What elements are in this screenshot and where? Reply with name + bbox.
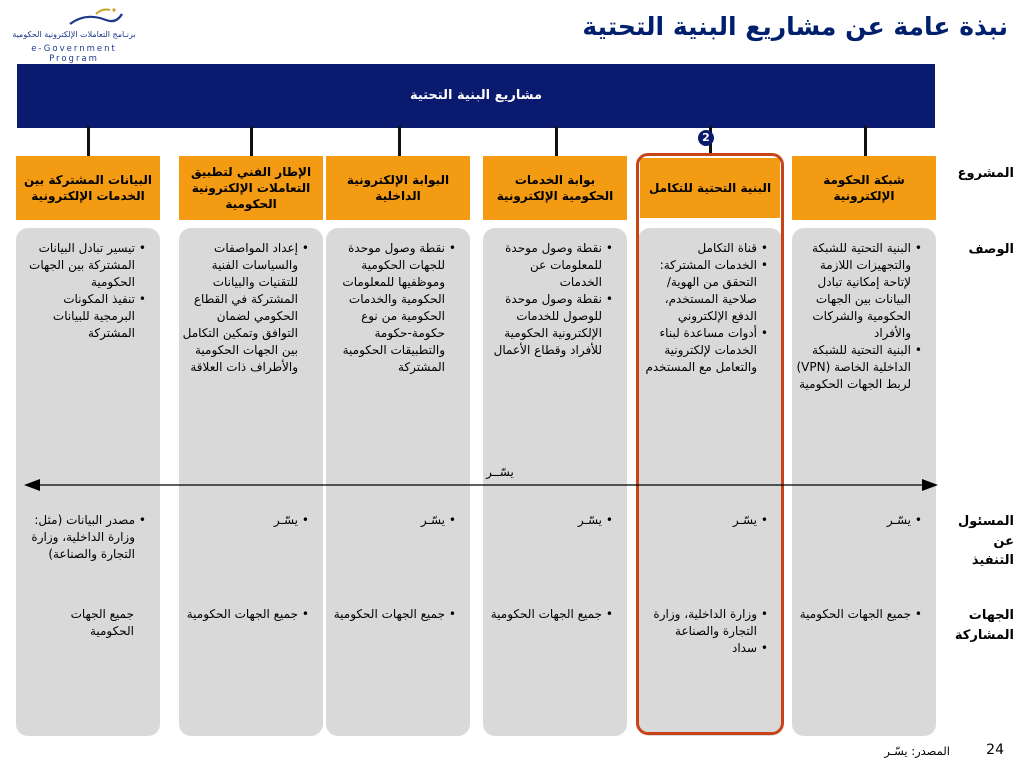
list-item: • البنية التحتية للشبكة والتجهيزات اللازمة لإتاحة إمكانية تبادل البيانات بين الجهات الحكومية والشركات والأفراد — [794, 240, 922, 342]
connector-line — [864, 126, 867, 156]
description-list — [794, 240, 934, 393]
responsible-list — [640, 512, 780, 529]
participants-list — [640, 606, 780, 657]
step-marker: 2 — [698, 130, 714, 146]
project-header-services-portal: بوابة الخدمات الحكومية الإلكترونية — [483, 156, 627, 220]
row-label-responsible: المسئول عن التنفيذ — [957, 514, 1014, 568]
list-item: • نقطة وصول موحدة للمعلومات عن الخدمات — [485, 240, 613, 291]
responsible-list — [328, 512, 468, 529]
participants-list — [181, 606, 321, 623]
list-item: • جميع الجهات الحكومية — [181, 606, 309, 623]
list-item: • مصدر البيانات (مثل: وزارة الداخلية، وزارة التجارة والصناعة) — [18, 512, 146, 563]
logo-mark-icon — [66, 6, 126, 30]
program-logo — [6, 4, 142, 64]
arrow-label: يسّــر — [486, 465, 514, 479]
list-item: • نقطة وصول موحدة للوصول للخدمات الإلكترونية الحكومية للأفراد وقطاع الأعمال — [485, 291, 613, 359]
participants-list — [794, 606, 934, 623]
participants-list — [485, 606, 625, 623]
list-item: • تنفيذ المكونات البرمجية للبيانات المشتركة — [18, 291, 146, 342]
page-title: نبذة عامة عن مشاريع البنية التحتية — [582, 12, 1008, 41]
description-list — [18, 240, 158, 342]
description-list — [181, 240, 321, 376]
connector-line — [250, 126, 253, 156]
list-item: • يسّـر — [640, 512, 768, 529]
list-item: • يسّـر — [328, 512, 456, 529]
row-label-participants: الجهات المشاركة — [954, 608, 1014, 643]
project-header-internal-portal: البوابة الإلكترونية الداخلية — [326, 156, 470, 220]
responsible-list — [794, 512, 934, 529]
project-header-technical-framework: الإطار الفني لتطبيق التعاملات الإلكترونية الحكومية — [179, 156, 323, 220]
participants-text: جميع الجهات الحكومية — [70, 607, 134, 639]
infrastructure-banner: مشاريع البنية التحتية — [17, 64, 935, 128]
logo-arabic-text: برنـامج التعاملات الإلكترونية الحكومية — [12, 30, 136, 39]
list-item: • إعداد المواصفات والسياسات الفنية للتقنيات والبيانات المشتركة في القطاع الحكومي لضمان التوافق وتمكين التكامل بين الجهات الحكومية والأطراف ذات العلاقة — [181, 240, 309, 376]
connector-line — [555, 126, 558, 156]
description-list — [485, 240, 625, 359]
list-item: • جميع الجهات الحكومية — [485, 606, 613, 623]
list-item: • جميع الجهات الحكومية — [328, 606, 456, 623]
responsible-list — [18, 512, 158, 563]
project-header-shared-data: البيانات المشتركة بين الخدمات الإلكترونية — [16, 156, 160, 220]
logo-english-text: e-Government Program — [31, 44, 117, 64]
responsible-list — [485, 512, 625, 529]
responsible-list — [181, 512, 321, 529]
list-item: • البنية التحتية للشبكة الداخلية الخاصة (VPN) لربط الجهات الحكومية — [794, 342, 922, 393]
list-item: • يسّـر — [181, 512, 309, 529]
list-item: • وزارة الداخلية، وزارة التجارة والصناعة — [640, 606, 768, 640]
list-item: • جميع الجهات الحكومية — [794, 606, 922, 623]
list-item: • سداد — [640, 640, 768, 657]
source-note: المصدر: يسّـر — [884, 744, 950, 758]
connector-line — [87, 126, 90, 156]
row-label-project: المشروع — [957, 166, 1014, 181]
list-item: • قناة التكامل — [640, 240, 768, 257]
list-item: • الخدمات المشتركة: التحقق من الهوية/صلاحية المستخدم، الدفع الإلكتروني — [640, 257, 768, 325]
description-list — [328, 240, 468, 376]
connector-line — [398, 126, 401, 156]
double-arrow-icon — [24, 477, 938, 493]
project-header-gov-network: شبكة الحكومة الإلكترونية — [792, 156, 936, 220]
list-item: • أدوات مساعدة لبناء الخدمات لإلكترونية والتعامل مع المستخدم — [640, 325, 768, 376]
page-number: 24 — [986, 742, 1004, 758]
project-header-integration-infrastructure: البنية التحتية للتكامل — [640, 158, 780, 218]
list-item: • نقطة وصول موحدة للجهات الحكومية وموظفيها للمعلومات الحكومية والخدمات الحكومية من نوع حكومة-حكومة والتطبيقات الحكومية المشتركة — [328, 240, 456, 376]
list-item: • يسّـر — [485, 512, 613, 529]
list-item: • يسّـر — [794, 512, 922, 529]
participants-list — [328, 606, 468, 623]
list-item: • تيسير تبادل البيانات المشتركة بين الجهات الحكومية — [18, 240, 146, 291]
row-label-description: الوصف — [968, 242, 1014, 257]
description-list — [640, 240, 780, 376]
